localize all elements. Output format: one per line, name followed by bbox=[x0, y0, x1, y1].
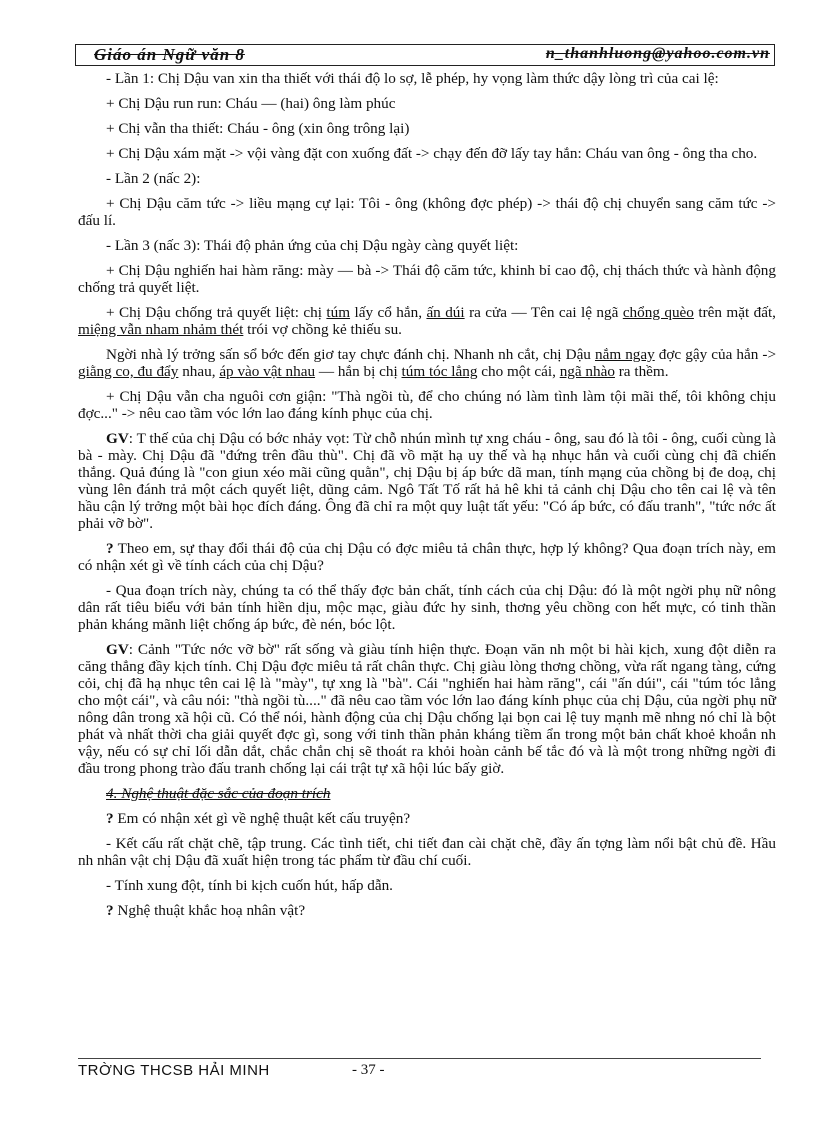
paragraph-gv2 bbox=[78, 641, 776, 777]
gv-label: GV bbox=[106, 430, 129, 447]
underlined-phrase: áp vào vật nhau bbox=[219, 363, 316, 380]
question-text: Nghệ thuật khắc hoạ nhân vật? bbox=[113, 902, 306, 919]
text-span: cho một cái, bbox=[477, 363, 560, 380]
underlined-phrase: miệng vẫn nham nhảm thét bbox=[78, 321, 244, 338]
paragraph-gv1 bbox=[78, 430, 776, 532]
paragraph-xung-dot: - Tính xung đột, tính bi kịch cuốn hút, hấp dẫn. bbox=[106, 877, 393, 894]
gv-text: : Cảnh "Tức nớc vỡ bờ" rất sống và giàu tính hiện thực. Đoạn văn nh một bi hài kịch, xung đột diễn ra căng thẳng đầy kịch tính. Chị Dậu đợc miêu tả rất chân thực. Chị giàu lòng thơng chồng, vừa rất ngang tàng, cứng cỏi, chị đã hạ nhục tên cai lệ là "mày", tự xng là "bà". Cái "nghiến hai hàm răng", cái "ấn dúi", cái "túm tóc lẳng cho một cái", và câu nói: "thà ngồi tù...." đã nêu cao tầm vóc lớn lao đáng kính phục của chị Dậu, của ngời phụ nữ nông dân trong xã hội cũ. Có thể nói, hành động của chị Dậu chống lại bọn cai lệ tuy mạnh mẽ nhng nó chỉ là bột phát và nhất thời cha giải quyết đợc gì, song với tinh thần phản kháng tiềm ẩn trong một bản chất khoẻ khoắn nh vậy, nếu có sự chỉ lối dẫn dắt, chắc chắn chị sẽ thoát ra khỏi hoàn cảnh bế tắc đó và là một trong những ngời đi đầu trong phong trào đấu tranh chống lại cái trật tự xã hội lúc bấy giờ. bbox=[78, 641, 776, 777]
underlined-phrase: ngã nhào bbox=[559, 363, 615, 380]
document-body bbox=[78, 70, 776, 927]
header-title: Giáo án Ngữ văn 8 bbox=[94, 45, 245, 64]
question-mark-icon: ? bbox=[106, 540, 114, 557]
underlined-phrase: nắm ngay bbox=[594, 346, 655, 363]
question-mark-icon: ? bbox=[106, 902, 114, 919]
section-heading-4: 4. Nghệ thuật đặc sắc của đoạn trích bbox=[106, 785, 331, 802]
underlined-phrase: chổng quèo bbox=[622, 304, 694, 321]
question-3 bbox=[78, 902, 776, 919]
paragraph-xam-mat: + Chị Dậu xám mặt -> vội vàng đặt con xuống đất -> chạy đến đỡ lấy tay hắn: Cháu van ông - ông tha cho. bbox=[106, 145, 758, 162]
question-text: Theo em, sự thay đổi thái độ của chị Dậu có đợc miêu tả chân thực, hợp lý không? Qua đoạn trích này, em có nhận xét gì về tính cách của chị Dậu? bbox=[78, 540, 776, 574]
underlined-phrase: túm tóc lẳng bbox=[401, 363, 478, 380]
text-span: lấy cổ hắn, bbox=[350, 304, 427, 321]
paragraph-van-cha-nguoi: + Chị Dậu vẫn cha nguôi cơn giận: "Thà ngồi tù, để cho chúng nó làm tình làm tội mãi thế, tôi không chịu đợc..." -> nêu cao tầm vóc lớn lao đáng kính phục của chị. bbox=[78, 388, 776, 422]
paragraph-nghien-rang: + Chị Dậu nghiến hai hàm răng: mày — bà -> Thái độ căm tức, khinh bỉ cao độ, chị thách thức và hành động chống trả quyết liệt. bbox=[78, 262, 776, 296]
underlined-phrase: túm bbox=[326, 304, 351, 321]
paragraph-cam-tuc: + Chị Dậu căm tức -> liều mạng cự lại: Tôi - ông (không đợc phép) -> thái độ chị chuyển sang căm tức -> đấu lí. bbox=[78, 195, 776, 229]
gv-text: : T thế của chị Dậu có bớc nhảy vọt: Từ chỗ nhún mình tự xng cháu - ông, sau đó là tôi - ông, cuối cùng là bà - mày. Chị Dậu đã "đứng trên đầu thù". Chị đã vồ mặt hạ uy thế và hạ nhục hắn và cuối cùng chị đã chiến thắng. Quả đúng là "con giun xéo mãi cũng quằn", chị Dậu bị áp bức dã man, tính mạng của chồng bị đe doạ, chị vùng lên đánh trả một cách quyết liệt, dũng cảm. Ngô Tất Tố rất hả hê khi tả cảnh chị Dậu cho tên cai lệ và tên hầu cận lý trởng một bài học đích đáng. Ông đã chỉ ra một quy luật tất yếu: "Có áp bức, có đấu tranh", "tức nớc ất phải vỡ bờ". bbox=[78, 430, 776, 532]
footer-divider bbox=[78, 1058, 761, 1059]
paragraph-tinh-cach: - Qua đoạn trích này, chúng ta có thể thấy đợc bản chất, tính cách của chị Dậu: đó là một ngời phụ nữ nông dân rất tiêu biểu với bản tính hiền dịu, mộc mạc, giàu đức hy sinh, thơng yêu chồng con hết mực, có tinh thần phản kháng mãnh liệt chống áp bức, đè nén, bóc lột. bbox=[78, 582, 776, 633]
text-span: ra cửa — Tên cai lệ ngã bbox=[464, 304, 623, 321]
paragraph-ly-truong bbox=[78, 346, 776, 380]
paragraph-tha-thiet: + Chị vẫn tha thiết: Cháu - ông (xin ông trông lại) bbox=[106, 120, 410, 137]
underlined-phrase: ấn dúi bbox=[426, 304, 465, 321]
question-text: Em có nhận xét gì về nghệ thuật kết cấu truyện? bbox=[113, 810, 411, 827]
paragraph-chong-tra bbox=[78, 304, 776, 338]
page-header bbox=[75, 44, 775, 66]
paragraph-lan3: - Lần 3 (nấc 3): Thái độ phản ứng của chị Dậu ngày càng quyết liệt: bbox=[106, 237, 519, 254]
text-span: — hắn bị chị bbox=[315, 363, 402, 380]
underlined-phrase: giằng co, đu đẩy bbox=[78, 363, 179, 380]
footer-school: TRỜNG THCSB HẢI MINH bbox=[78, 1062, 270, 1079]
question-1 bbox=[78, 540, 776, 574]
text-span: + Chị Dậu chống trả quyết liệt: chị bbox=[106, 304, 327, 321]
text-span: trên mặt đất, bbox=[693, 304, 776, 321]
page-number: - 37 - bbox=[352, 1062, 385, 1078]
header-email: n_thanhluong@yahoo.com.vn bbox=[545, 45, 770, 62]
paragraph-lan1: - Lần 1: Chị Dậu van xin tha thiết với thái độ lo sợ, lễ phép, hy vọng làm thức dậy lòng trì của cai lệ: bbox=[106, 70, 719, 87]
text-span: nhau, bbox=[178, 363, 220, 380]
gv-label: GV bbox=[106, 641, 129, 658]
paragraph-run-run: + Chị Dậu run run: Cháu — (hai) ông làm phúc bbox=[106, 95, 396, 112]
text-span: ra thềm. bbox=[614, 363, 669, 380]
paragraph-lan2: - Lần 2 (nấc 2): bbox=[106, 170, 201, 187]
text-span: đợc gậy của hắn -> bbox=[654, 346, 777, 363]
paragraph-ket-cau: - Kết cấu rất chặt chẽ, tập trung. Các tình tiết, chi tiết đan cài chặt chẽ, đầy ấn tợng làm nổi bật chủ đề. Hầu nh nhân vật chị Dậu đã xuất hiện trong tác phẩm từ đầu chí cuối. bbox=[78, 835, 776, 869]
text-span: Ngời nhà lý trởng sấn sổ bớc đến giơ tay chực đánh chị. Nhanh nh cắt, chị Dậu bbox=[106, 346, 595, 363]
question-2 bbox=[78, 810, 776, 827]
question-mark-icon: ? bbox=[106, 810, 114, 827]
text-span: trói vợ chồng kẻ thiếu su. bbox=[243, 321, 402, 338]
